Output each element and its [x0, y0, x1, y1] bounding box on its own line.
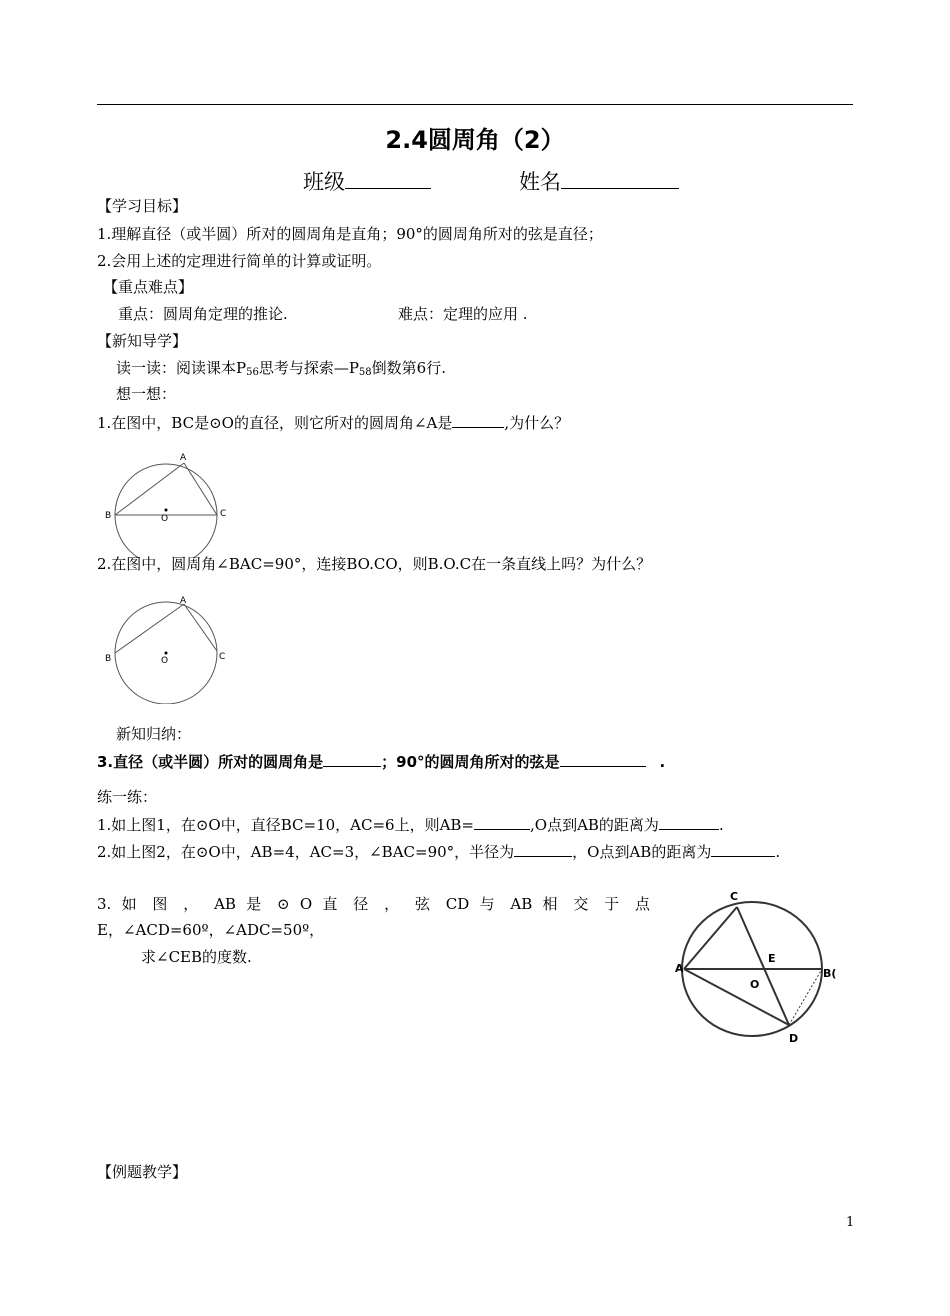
circle-figure-2	[100, 592, 240, 704]
chord-ac	[184, 604, 217, 651]
rule-statement: 3.直径（或半圆）所对的圆周角是 ；90°的圆周角所对的弦是 .	[97, 750, 665, 772]
practice-label: 练一练：	[97, 788, 158, 806]
section-key-points: 【重点难点】	[103, 278, 194, 296]
class-label: 班级	[303, 170, 345, 195]
key-point: 重点：圆周角定理的推论.	[118, 305, 288, 323]
label-a: A	[180, 596, 187, 606]
p1-blank-2[interactable]	[659, 813, 719, 830]
practice-3-line-1: 3. 如 图 ， AB 是 ⊙ O 直 径 ， 弦 CD 与 AB 相 交 于 点	[97, 895, 650, 913]
chord-ac	[184, 463, 217, 515]
label-b: B	[105, 511, 112, 521]
rule-blank-1[interactable]	[323, 750, 381, 767]
name-blank[interactable]	[561, 166, 679, 189]
difficulty-point: 难点：定理的应用 .	[398, 305, 528, 323]
center-point	[165, 509, 168, 512]
label-d: D	[789, 1032, 799, 1045]
header-rule	[97, 104, 853, 105]
circle-figure-3	[672, 880, 842, 1050]
question-1: 1.在图中，BC是⊙O的直径，则它所对的圆周角∠A是 ,为什么？	[97, 411, 569, 433]
center-point	[165, 652, 168, 655]
practice-3-line-3: 求∠CEB的度数.	[141, 948, 252, 966]
section-examples: 【例题教学】	[97, 1163, 188, 1181]
label-c: C	[730, 890, 739, 903]
read-line: 读一读：阅读课本$P_{56}$思考与探索$—P_{58}$倒数第6行.	[116, 359, 446, 378]
question-2: 2.在图中，圆周角∠BAC=90°，连接BO.CO，则B.O.C在一条直线上吗？为什么？	[97, 555, 652, 573]
name-field	[519, 166, 679, 196]
label-o: O	[750, 978, 760, 991]
p1-blank-1[interactable]	[474, 813, 530, 830]
goal-1: 1.理解直径（或半圆）所对的圆周角是直角；90°的圆周角所对的弦是直径；	[97, 225, 603, 243]
rule-blank-2[interactable]	[560, 750, 646, 767]
label-e: E	[768, 952, 776, 965]
circle-figure-1	[100, 448, 240, 558]
chord-ad	[684, 969, 789, 1025]
summary-label: 新知归纳：	[116, 725, 192, 743]
page-title: 2.4圆周角（2）	[385, 126, 565, 154]
section-new-knowledge: 【新知导学】	[97, 332, 188, 350]
goal-2: 2.会用上述的定理进行简单的计算或证明。	[97, 252, 382, 270]
section-goals: 【学习目标】	[97, 197, 188, 215]
label-o: O	[161, 656, 169, 666]
page-number: 1	[846, 1215, 855, 1230]
chord-ab	[115, 604, 184, 653]
think-label: 想一想：	[116, 385, 177, 403]
chord-db	[789, 969, 822, 1025]
practice-3-line-2: E，∠ACD=60º，∠ADC=50º，	[97, 921, 325, 939]
class-field	[303, 166, 431, 196]
label-c: C	[220, 509, 227, 519]
chord-cd	[737, 907, 789, 1025]
class-blank[interactable]	[345, 166, 431, 189]
q1-blank[interactable]	[452, 411, 504, 428]
label-b: B	[105, 654, 112, 664]
p2-blank-1[interactable]	[514, 840, 572, 857]
label-c: C	[219, 652, 226, 662]
chord-ab	[115, 463, 184, 515]
practice-2: 2.如上图2，在⊙O中，AB=4，AC=3，∠BAC=90°，半径为 ，O点到AB的距离为 .	[97, 840, 780, 862]
practice-1: 1.如上图1，在⊙O中，直径BC=10，AC=6上，则AB= ,O点到AB的距离为 .	[97, 813, 724, 835]
label-a: A	[675, 962, 684, 975]
p2-blank-2[interactable]	[711, 840, 775, 857]
name-label: 姓名	[519, 170, 561, 195]
label-o: O	[161, 514, 169, 524]
label-a: A	[180, 453, 187, 463]
chord-ac	[684, 907, 737, 969]
label-b: B(	[823, 967, 837, 980]
